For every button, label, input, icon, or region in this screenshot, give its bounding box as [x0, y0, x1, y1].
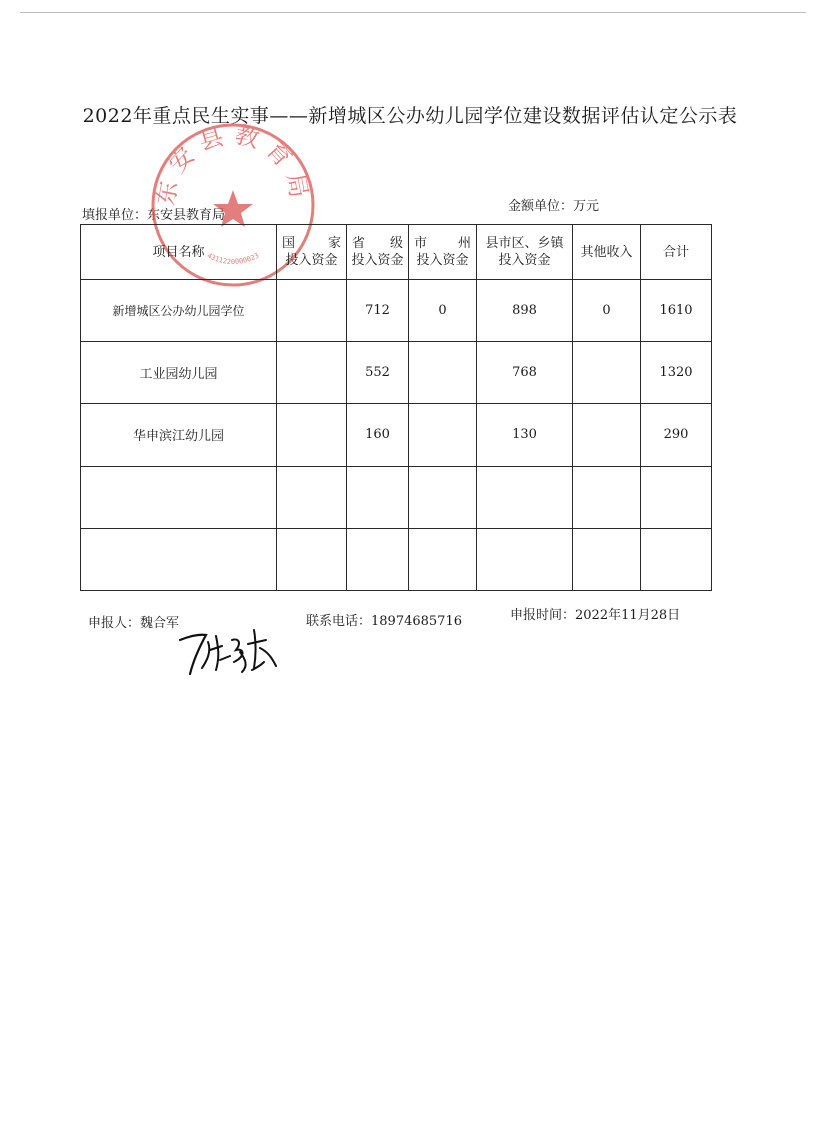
cell-other	[573, 404, 641, 466]
amount-unit: 金额单位：万元	[508, 199, 600, 214]
cell-other	[573, 342, 641, 404]
table-header-row	[81, 225, 712, 280]
cell-county: 768	[477, 342, 573, 404]
cell-other: 0	[573, 280, 641, 342]
cell-total: 1610	[641, 280, 712, 342]
cell-national	[277, 404, 347, 466]
cell-name: 华申滨江幼儿园	[81, 404, 277, 466]
scan-edge-line	[20, 12, 806, 13]
cell-county: 898	[477, 280, 573, 342]
header-county: 县市区、乡镇 投入资金	[477, 225, 573, 280]
data-table	[80, 224, 712, 591]
header-total: 合计	[641, 225, 712, 280]
cell-provincial: 552	[347, 342, 409, 404]
cell-provincial	[347, 466, 409, 528]
cell-provincial	[347, 528, 409, 590]
cell-municipal	[409, 404, 477, 466]
cell-other	[573, 466, 641, 528]
header-other-income: 其他收入	[573, 225, 641, 280]
page-title: 2022年重点民生实事——新增城区公办幼儿园学位建设数据评估认定公示表	[82, 105, 738, 127]
cell-total	[641, 466, 712, 528]
cell-county	[477, 466, 573, 528]
cell-municipal	[409, 466, 477, 528]
reporter: 申报人：魏合军	[88, 616, 180, 631]
cell-total: 290	[641, 404, 712, 466]
cell-national	[277, 280, 347, 342]
svg-text:东安县教育局: 东安县教育局	[151, 120, 315, 208]
handwritten-signature-icon	[176, 622, 286, 678]
cell-municipal	[409, 342, 477, 404]
cell-county: 130	[477, 404, 573, 466]
cell-name	[81, 466, 277, 528]
cell-total	[641, 528, 712, 590]
cell-total: 1320	[641, 342, 712, 404]
header-municipal: 市 州 投入资金	[409, 225, 477, 280]
cell-municipal: 0	[409, 280, 477, 342]
cell-name: 新增城区公办幼儿园学位	[81, 280, 277, 342]
table-row	[81, 280, 712, 342]
report-time: 申报时间：2022年11月28日	[510, 608, 681, 623]
table-row	[81, 342, 712, 404]
cell-name: 工业园幼儿园	[81, 342, 277, 404]
cell-other	[573, 528, 641, 590]
cell-provincial: 160	[347, 404, 409, 466]
header-project-name: 项目名称	[81, 225, 277, 280]
contact-phone: 联系电话：18974685716	[306, 614, 462, 629]
cell-national	[277, 342, 347, 404]
table-row	[81, 404, 712, 466]
header-national: 国 家 投入资金	[277, 225, 347, 280]
table-row	[81, 466, 712, 528]
svg-text:4311220000023: 4311220000023	[205, 251, 261, 266]
cell-national	[277, 528, 347, 590]
header-provincial: 省 级 投入资金	[347, 225, 409, 280]
fill-unit: 填报单位：东安县教育局	[82, 208, 226, 223]
cell-municipal	[409, 528, 477, 590]
cell-provincial: 712	[347, 280, 409, 342]
cell-name	[81, 528, 277, 590]
table-row	[81, 528, 712, 590]
cell-national	[277, 466, 347, 528]
cell-county	[477, 528, 573, 590]
